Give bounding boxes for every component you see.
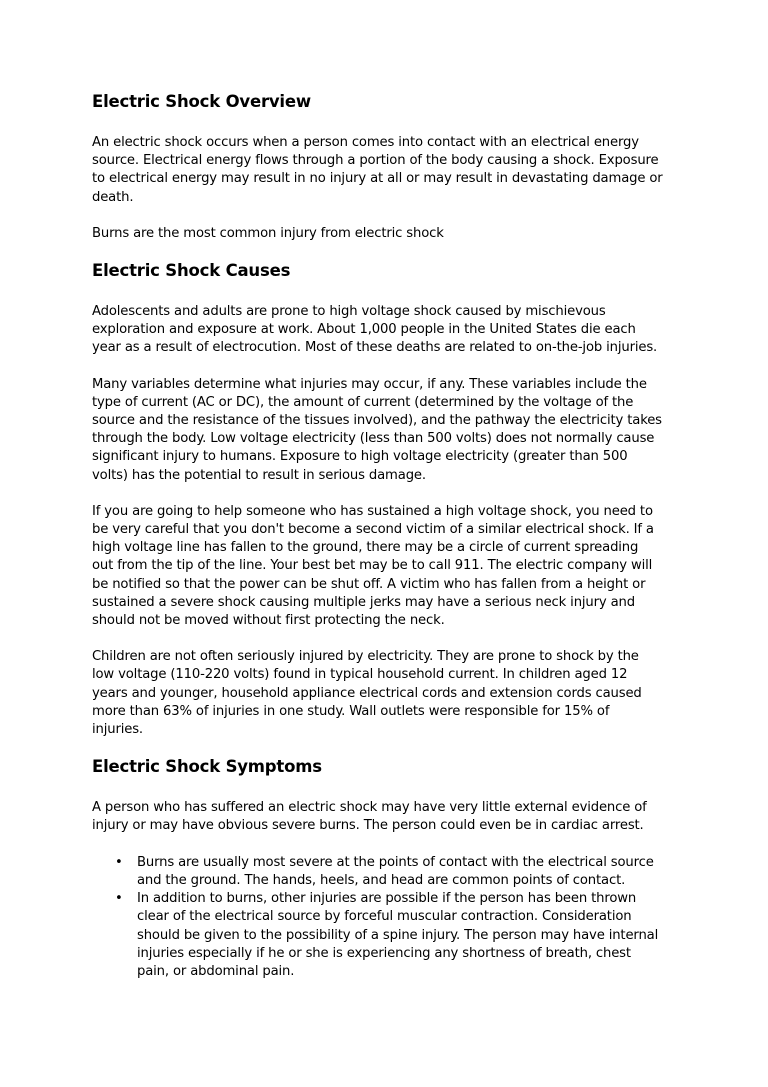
paragraph xyxy=(92,134,732,207)
paragraph xyxy=(92,225,732,243)
text-line: out from the tip of the line. Your best bet may be to call 911. The electric company will xyxy=(92,558,653,574)
text-line: high voltage line has fallen to the ground, there may be a circle of current spreading xyxy=(92,540,639,556)
text-line: and the ground. The hands, heels, and head are common points of contact. xyxy=(137,872,626,888)
text-line: injury or may have obvious severe burns. The person could even be in cardiac arrest. xyxy=(92,818,644,834)
bullet-item xyxy=(92,854,732,890)
text-line: Many variables determine what injuries may occur, if any. These variables include the xyxy=(92,376,647,392)
paragraph xyxy=(92,376,732,485)
text-line: Burns are usually most severe at the points of contact with the electrical source xyxy=(137,854,654,870)
paragraph xyxy=(92,503,732,630)
text-line: death. xyxy=(92,189,134,205)
text-line: injuries especially if he or she is experiencing any shortness of breath, chest xyxy=(137,945,631,961)
text-line: exploration and exposure at work. About 1,000 people in the United States die each xyxy=(92,322,636,338)
text-line: type of current (AC or DC), the amount of current (determined by the voltage of the xyxy=(92,394,634,410)
text-line: An electric shock occurs when a person comes into contact with an electrical energy xyxy=(92,135,639,150)
text-line: If you are going to help someone who has sustained a high voltage shock, you need to xyxy=(92,503,653,519)
paragraph xyxy=(92,303,732,358)
text-line: sustained a severe shock causing multiple jerks may have a serious neck injury and xyxy=(92,594,635,610)
bullet-icon: • xyxy=(115,854,123,870)
text-line: should not be moved without first protecting the neck. xyxy=(92,613,445,629)
text-line: should be given to the possibility of a spine injury. The person may have internal xyxy=(137,927,659,943)
text-line: to electrical energy may result in no injury at all or may result in devastating damage or xyxy=(92,171,663,187)
text-line: Burns are the most common injury from electric shock xyxy=(92,225,444,241)
section-heading: Electric Shock Symptoms xyxy=(92,757,322,777)
paragraph xyxy=(92,648,732,739)
text-line: be very careful that you don't become a second victim of a similar electrical shock. If a xyxy=(92,522,654,538)
text-line: year as a result of electrocution. Most of these deaths are related to on-the-job injuries. xyxy=(92,340,658,356)
text-line: source. Electrical energy flows through a portion of the body causing a shock. Exposure xyxy=(92,153,659,169)
text-line: A person who has suffered an electric shock may have very little external evidence of xyxy=(92,800,647,816)
text-line: more than 63% of injuries in one study. Wall outlets were responsible for 15% of xyxy=(92,703,610,719)
bullet-item xyxy=(92,890,732,981)
text-line: source and the resistance of the tissues involved), and the pathway the electricity takes xyxy=(92,413,662,429)
bullet-icon: • xyxy=(115,891,123,907)
paragraph xyxy=(92,799,732,835)
text-line: pain, or abdominal pain. xyxy=(137,963,295,979)
text-line: Children are not often seriously injured by electricity. They are prone to shock by the xyxy=(92,649,639,665)
text-line: In addition to burns, other injuries are possible if the person has been thrown xyxy=(137,891,637,907)
text-line: low voltage (110-220 volts) found in typical household current. In children aged 12 xyxy=(92,667,628,683)
text-line: clear of the electrical source by forceful muscular contraction. Consideration xyxy=(137,909,632,925)
document-page xyxy=(92,92,732,981)
text-line: years and younger, household appliance electrical cords and extension cords caused xyxy=(92,685,642,701)
text-line: significant injury to humans. Exposure to high voltage electricity (greater than 500 xyxy=(92,449,628,465)
section-heading: Electric Shock Causes xyxy=(92,261,291,281)
text-line: Adolescents and adults are prone to high voltage shock caused by mischievous xyxy=(92,304,606,320)
section-heading: Electric Shock Overview xyxy=(92,92,311,111)
text-line: injuries. xyxy=(92,722,143,738)
bullet-list xyxy=(92,854,732,981)
text-line: volts) has the potential to result in serious damage. xyxy=(92,467,426,483)
text-line: be notified so that the power can be shut off. A victim who has fallen from a height or xyxy=(92,576,646,592)
text-line: through the body. Low voltage electricity (less than 500 volts) does not normally cause xyxy=(92,431,655,447)
